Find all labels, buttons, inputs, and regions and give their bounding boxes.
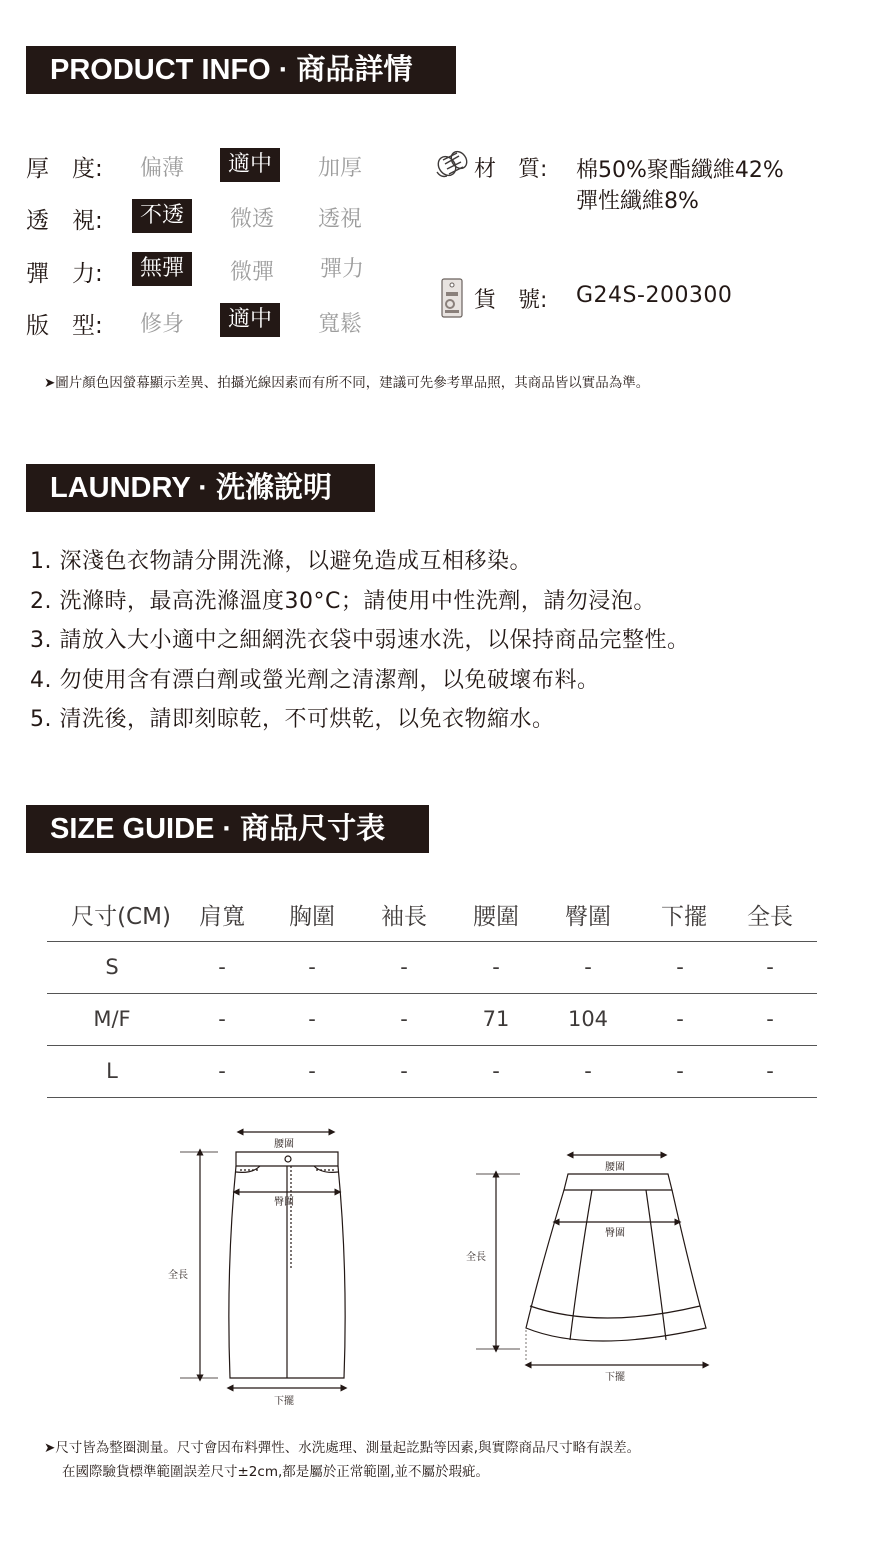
- value-cell: -: [308, 1059, 316, 1083]
- column-header: 胸圍: [289, 904, 335, 930]
- value-cell: -: [584, 955, 592, 979]
- column-header: 臀圍: [565, 904, 611, 930]
- length-label: 全長: [466, 1252, 486, 1263]
- attr-option-selected: 適中: [220, 303, 280, 337]
- attr-option: 加厚: [318, 156, 363, 181]
- laundry-item: 3. 請放入大小適中之細網洗衣袋中弱速水洗，以保持商品完整性。: [30, 628, 690, 653]
- column-header: 下擺: [661, 904, 707, 930]
- code-label: 貨 號:: [474, 288, 548, 313]
- laundry-header: LAUNDRY · 洗滌說明: [26, 464, 375, 512]
- value-cell: -: [492, 1059, 500, 1083]
- size-cell: M/F: [93, 1007, 131, 1031]
- pencil-skirt-diagram: [160, 1120, 360, 1410]
- value-cell: -: [766, 1059, 774, 1083]
- table-row: [47, 942, 817, 994]
- column-header: 袖長: [381, 904, 427, 930]
- value-cell: -: [400, 1007, 408, 1031]
- attr-option: 修身: [140, 312, 185, 337]
- attr-option-selected: 無彈: [132, 252, 192, 286]
- value-cell: 104: [567, 1007, 609, 1031]
- attr-label-thickness: 厚 度:: [26, 156, 103, 182]
- hip-label: 臀圍: [274, 1197, 294, 1208]
- column-header: 尺寸(CM): [71, 904, 171, 930]
- attr-label-sheerness: 透 視:: [26, 208, 103, 234]
- code-value: G24S-200300: [576, 283, 733, 308]
- attr-option-selected: 不透: [132, 199, 192, 233]
- value-cell: -: [218, 1059, 226, 1083]
- value-cell: 71: [482, 1007, 510, 1031]
- laundry-item: 4. 勿使用含有漂白劑或螢光劑之清潔劑，以免破壞布料。: [30, 668, 600, 693]
- size-table: [47, 893, 817, 1098]
- size-disclaimer-line-1: ➤尺寸皆為整圈測量。尺寸會因布料彈性、水洗處理、測量起訖點等因素,與實際商品尺寸略有誤差。: [44, 1440, 641, 1456]
- hem-label: 下擺: [274, 1396, 294, 1407]
- table-header-row: [47, 893, 817, 942]
- product-info-header: PRODUCT INFO · 商品詳情: [26, 46, 456, 94]
- size-cell: S: [105, 955, 119, 979]
- attr-label-fit: 版 型:: [26, 313, 103, 339]
- column-header: 腰圍: [473, 904, 519, 930]
- hip-label: 臀圍: [605, 1228, 625, 1239]
- length-label: 全長: [168, 1270, 188, 1281]
- value-cell: -: [492, 955, 500, 979]
- value-cell: -: [308, 1007, 316, 1031]
- laundry-item: 1. 深淺色衣物請分開洗滌，以避免造成互相移染。: [30, 549, 532, 574]
- attr-label-elasticity: 彈 力:: [26, 261, 103, 287]
- attr-option: 微透: [230, 207, 275, 232]
- attr-option: 微彈: [230, 260, 275, 285]
- laundry-item: 5. 清洗後，請即刻晾乾，不可烘乾，以免衣物縮水。: [30, 707, 555, 732]
- attr-option: 彈力: [320, 257, 365, 282]
- column-header: 全長: [747, 904, 793, 930]
- value-cell: -: [766, 955, 774, 979]
- attr-option-selected: 適中: [220, 148, 280, 182]
- waist-label: 腰圍: [274, 1139, 294, 1150]
- tag-icon: [439, 276, 465, 324]
- laundry-item: 2. 洗滌時，最高洗滌溫度30°C；請使用中性洗劑，請勿浸泡。: [30, 589, 656, 614]
- size-disclaimer-line-2: 在國際驗貨標準範圍誤差尺寸±2cm,都是屬於正常範圍,並不屬於瑕疵。: [62, 1464, 490, 1480]
- value-cell: -: [400, 1059, 408, 1083]
- value-cell: -: [218, 955, 226, 979]
- waist-label: 腰圍: [605, 1162, 625, 1173]
- size-guide-header: SIZE GUIDE · 商品尺寸表: [26, 805, 429, 853]
- size-cell: L: [106, 1059, 118, 1083]
- value-cell: -: [400, 955, 408, 979]
- attr-option: 透視: [318, 207, 363, 232]
- material-line-1: 棉50%聚酯纖維42%: [576, 158, 784, 183]
- hem-label: 下擺: [605, 1372, 625, 1383]
- value-cell: -: [766, 1007, 774, 1031]
- thread-spool-icon: [435, 150, 471, 184]
- table-row: [47, 994, 817, 1046]
- a-line-skirt-diagram: [460, 1140, 720, 1390]
- color-disclaimer: ➤圖片顏色因螢幕顯示差異、拍攝光線因素而有所不同，建議可先參考單品照，其商品皆以實品為準。: [44, 375, 650, 391]
- value-cell: -: [676, 1007, 684, 1031]
- attr-option: 偏薄: [140, 156, 185, 181]
- value-cell: -: [218, 1007, 226, 1031]
- attr-option: 寬鬆: [318, 312, 363, 337]
- table-row: [47, 1046, 817, 1098]
- value-cell: -: [676, 1059, 684, 1083]
- column-header: 肩寬: [199, 904, 245, 930]
- material-line-2: 彈性纖維8%: [576, 189, 699, 214]
- value-cell: -: [308, 955, 316, 979]
- material-label: 材 質:: [474, 157, 548, 182]
- value-cell: -: [676, 955, 684, 979]
- value-cell: -: [584, 1059, 592, 1083]
